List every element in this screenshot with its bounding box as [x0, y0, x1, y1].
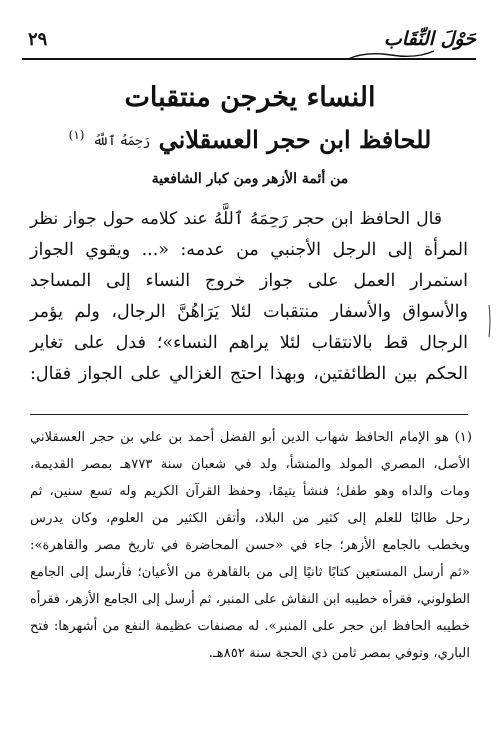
main-text-line: قال الحافظ ابن حجر رَحِمَهُ ٱللَّهُ عند كلامه حول جواز نظر	[30, 209, 442, 229]
main-text-line: الحكم بين الطائفتين، وبهذا احتج الغزالي على الجواز فقال:	[30, 364, 468, 384]
subtitle-name: للحافظ ابن حجر العسقلاني	[158, 125, 432, 154]
running-header-title: حَوْلَ النِّقَاب	[383, 28, 476, 50]
honorific-text: رَحِمَهُ ٱللَّهُ	[92, 134, 151, 149]
footnote-line: الباري، وتوفي بمصر ثامن ذي الحجة سنة ٨٥٢هـ.	[208, 646, 470, 661]
main-text-line: والأسواق والأسفار منتقبات لئلا يَرَاهُنَّ الرجال، ولم يؤمر	[30, 302, 468, 322]
footnote-separator	[30, 414, 468, 415]
footnote-line: الأصل، المصري المولد والمنشأ، ولد في شعبان سنة ٧٧٣هـ بمصر القديمة،	[30, 457, 470, 472]
margin-mark-icon	[486, 304, 492, 338]
main-text-line: الرجال قط بالانتقاب لئلا يراهم النساء»؛ فدل على تغاير	[30, 333, 468, 353]
footnote-line: خطيبه الحافظ ابن حجر على المنبر». له مصنفات عظيمة النفع من أشهرها: فتح	[30, 619, 470, 634]
footnote-line: «ثم أرسل المستعين كتابًا ثانيًا إلى من بالقاهرة من الأعيان؛ فأرسل إلى الجامع	[30, 565, 470, 580]
footnote-line: (١) هو الإمام الحافظ شهاب الدين أبو الفضل أحمد بن علي بن حجر العسقلاني	[30, 430, 472, 445]
header-ornament-icon	[346, 49, 436, 61]
footnote-block	[30, 424, 472, 667]
footnote-line: الطولوني، فقرأه خطيبه ابن النقاش على المنبر، ثم أرسل إلى الجامع الأزهر، فقرأه	[30, 592, 470, 607]
footnote-reference[interactable]: (١)	[68, 128, 85, 142]
main-text-line: استمرار العمل على جواز خروج النساء إلى المساجد	[30, 271, 468, 291]
chapter-tagline: من أئمة الأزهر ومن كبار الشافعية	[151, 171, 349, 187]
footnote-line: رحل طالبًا للعلم إلى كثير من البلاد، وأتقن الكثير من العلوم، وكان يدرس	[30, 511, 470, 526]
chapter-subtitle	[30, 118, 470, 159]
footnote-line: ويخطب بالجامع الأزهر؛ جاء في «حسن المحاضرة في تاريخ مصر والقاهرة»:	[30, 538, 470, 553]
footnote-line: ومات والداه وهو طفل؛ فنشأ يتيمًا، وحفظ القرآن الكريم وله تسع سنين، ثم	[30, 484, 470, 499]
main-text-line: المرأة إلى الرجل الأجنبي من عدمه: «... ويقوي الجواز	[30, 240, 468, 260]
main-text-block	[30, 204, 468, 390]
running-header	[22, 26, 476, 56]
page-number: ٢٩	[28, 29, 48, 50]
chapter-title: النساء يخرجن منتقبات	[124, 82, 376, 113]
